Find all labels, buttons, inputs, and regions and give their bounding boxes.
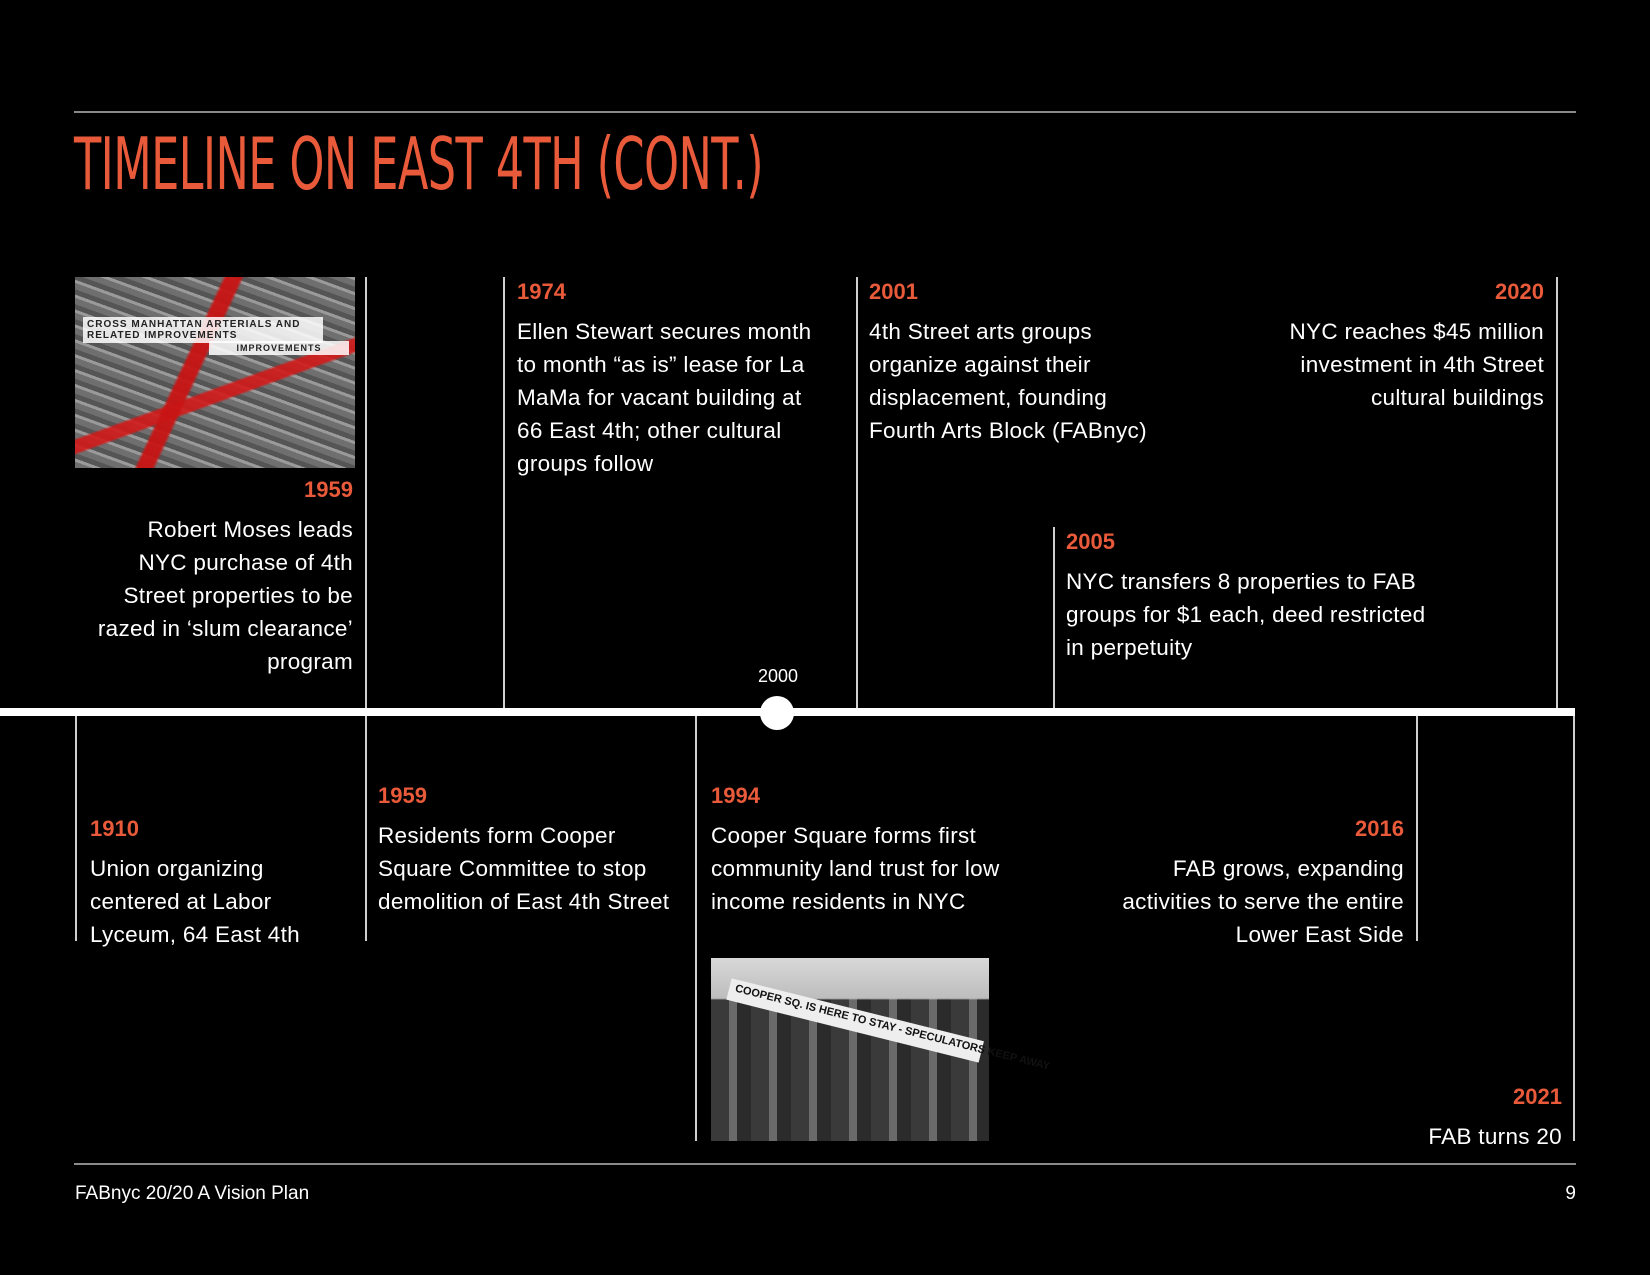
event-text: Robert Moses leads NYC purchase of 4th Street properties to be razed in ‘slum clearance’ program (97, 517, 353, 674)
event-1994-land-trust (711, 783, 1001, 918)
connector-2005 (1053, 527, 1055, 709)
event-1959-moses (95, 477, 353, 678)
event-year: 2021 (1513, 1084, 1562, 1109)
map-photo-caption: CROSS MANHATTAN ARTERIALS AND RELATED IMPROVEMENTS (83, 317, 323, 343)
event-year: 2001 (869, 279, 918, 304)
map-photo-caption-sub: IMPROVEMENTS (209, 341, 349, 355)
event-text: Ellen Stewart secures month to month “as is” lease for La MaMa for vacant building at 66 East 4th; other cultural groups follow (517, 319, 812, 476)
connector-1994 (695, 716, 697, 1141)
connector-1910 (75, 716, 77, 941)
cooper-square-street-photo (711, 958, 1052, 1141)
event-year: 2016 (1355, 816, 1404, 841)
event-year: 1959 (378, 783, 427, 808)
page-number: 9 (1565, 1183, 1576, 1204)
footer-rule (74, 1163, 1576, 1165)
event-text: FAB grows, expanding activities to serve the entire Lower East Side (1122, 856, 1404, 947)
connector-1959-bottom (365, 716, 367, 941)
event-text: NYC transfers 8 properties to FAB groups for $1 each, deed restricted in perpetuity (1066, 569, 1426, 660)
event-year: 1910 (90, 816, 139, 841)
connector-2020 (1556, 277, 1558, 709)
footer-title: FABnyc 20/20 A Vision Plan (75, 1183, 310, 1204)
page-title: TIMELINE ON EAST 4TH (CONT.) (74, 122, 763, 206)
event-text: Cooper Square forms first community land trust for low income residents in NYC (711, 823, 1000, 914)
connector-1959-top (365, 277, 367, 709)
event-text: Residents form Cooper Square Committee to stop demolition of East 4th Street (378, 823, 670, 914)
event-text: FAB turns 20 (1428, 1124, 1562, 1149)
event-year: 2005 (1066, 529, 1115, 554)
connector-1974 (503, 277, 505, 709)
event-text: Union organizing centered at Labor Lyceum, 64 East 4th (90, 856, 300, 947)
event-text: NYC reaches $45 million investment in 4th Street cultural buildings (1289, 319, 1544, 410)
event-year: 1974 (517, 279, 566, 304)
event-text: 4th Street arts groups organize against their displacement, founding Fourth Arts Block (FABnyc) (869, 319, 1147, 443)
axis-label-2000: 2000 (757, 666, 799, 686)
event-2020-investment (1280, 279, 1544, 414)
street-banner: COOPER SQ. IS HERE TO STAY - SPECULATORS KEEP AWAY (726, 978, 984, 1062)
event-1974-lamama (517, 279, 817, 480)
event-year: 2020 (1495, 279, 1544, 304)
event-year: 1994 (711, 783, 760, 808)
event-2001-fabnyc (869, 279, 1169, 447)
connector-2021 (1573, 716, 1575, 1141)
event-1959-cooper-square (378, 783, 678, 918)
top-rule (74, 111, 1576, 113)
axis-marker-2000 (760, 696, 794, 730)
event-2005-transfer (1066, 529, 1426, 664)
event-2021-anniversary (1360, 1084, 1562, 1153)
event-2016-growth (1110, 816, 1404, 951)
event-1910-union (90, 816, 350, 951)
event-year: 1959 (304, 477, 353, 502)
connector-2001 (856, 277, 858, 709)
cross-manhattan-map-photo (75, 277, 355, 468)
connector-2016 (1416, 716, 1418, 941)
